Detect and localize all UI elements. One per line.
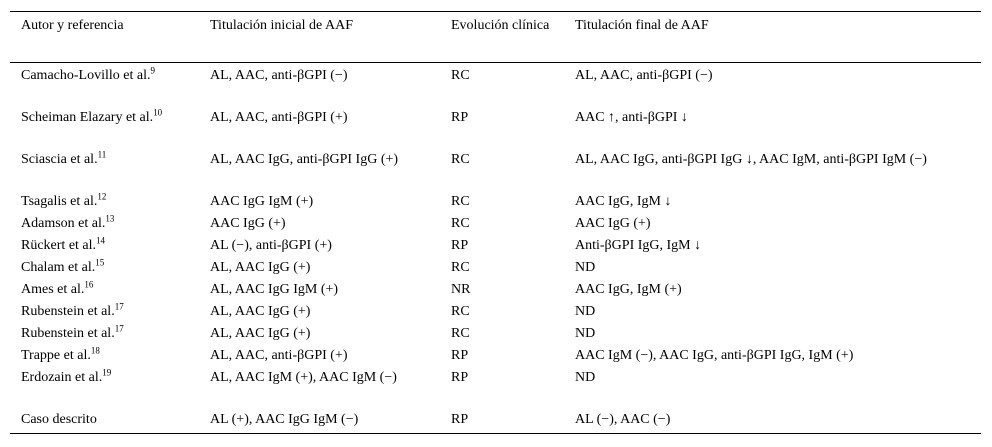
author-cell: Tsagalis et al.$^{12}$ [21,191,107,209]
author-cell: Chalam et al.$^{15}$ [21,257,105,275]
reference-number: 10 [153,107,163,118]
table-bottom-rule [10,433,981,434]
header-clinical-evolution: Evolución clínica [451,18,550,33]
reference-number: 13 [105,213,115,224]
reference-number: 16 [84,279,94,290]
final-titration-cell: ND [575,304,596,319]
final-titration-cell: AAC IgM (−), AAC IgG, anti-βGPI IgG, IgM (+) [575,348,854,363]
initial-titration-cell: AL, AAC IgM (+), AAC IgM (−) [210,370,397,385]
evolution-cell: RP [451,238,469,253]
evolution-cell: RP [451,370,469,385]
final-titration-cell: AL (−), AAC (−) [575,412,671,427]
final-titration-cell: AAC IgG, IgM ↓ [575,194,672,209]
reference-number: 15 [95,257,105,268]
author-cell: Trappe et al.$^{18}$ [21,345,100,363]
initial-titration-cell: AL, AAC IgG (+) [210,260,311,275]
initial-titration-cell: AL (−), anti-βGPI (+) [210,238,332,253]
evolution-cell: RC [451,194,470,209]
final-titration-cell: ND [575,326,596,341]
evolution-cell: RC [451,260,470,275]
header-author: Autor y referencia [21,18,124,33]
reference-number: 17 [114,323,124,334]
initial-titration-cell: AL, AAC IgG, anti-βGPI IgG (+) [210,152,399,167]
author-cell: Adamson et al.$^{13}$ [21,213,115,231]
evolution-cell: RC [451,326,470,341]
evolution-cell: RP [451,110,469,125]
reference-number: 11 [97,149,107,160]
reference-number: 18 [90,345,100,356]
initial-titration-cell: AL, AAC IgG (+) [210,326,311,341]
initial-titration-cell: AL, AAC IgG (+) [210,304,311,319]
final-titration-cell: ND [575,260,596,275]
initial-titration-cell: AL, AAC IgG IgM (+) [210,282,339,297]
evolution-cell: NR [451,282,471,297]
initial-titration-cell: AL, AAC, anti-βGPI (−) [210,68,348,83]
table-top-rule [10,11,981,12]
header-initial-titration: Titulación inicial de AAF [210,18,353,33]
initial-titration-cell: AL (+), AAC IgG IgM (−) [210,412,359,427]
header-rule [10,62,981,63]
evolution-cell: RP [451,348,469,363]
reference-number: 14 [96,235,106,246]
author-cell: Scheiman Elazary et al.$^{10}$ [21,107,163,125]
header-final-titration: Titulación final de AAF [575,18,709,33]
initial-titration-cell: AL, AAC, anti-βGPI (+) [210,348,348,363]
evolution-cell: RC [451,304,470,319]
final-titration-cell: AAC ↑, anti-βGPI ↓ [575,110,688,125]
evolution-cell: RC [451,68,470,83]
final-titration-cell: ND [575,370,596,385]
author-cell: Camacho-Lovillo et al.$^9$ [21,65,155,83]
reference-number: 9 [150,65,155,76]
initial-titration-cell: AL, AAC, anti-βGPI (+) [210,110,348,125]
author-cell: Erdozain et al.$^{19}$ [21,367,112,385]
author-cell: Sciascia et al.$^{11}$ [21,149,107,167]
initial-titration-cell: AAC IgG (+) [210,216,286,231]
author-cell: Rückert et al.$^{14}$ [21,235,106,253]
evolution-cell: RP [451,412,469,427]
evolution-cell: RC [451,152,470,167]
reference-number: 17 [114,301,124,312]
author-cell: Rubenstein et al.$^{17}$ [21,323,124,341]
final-titration-cell: AAC IgG, IgM (+) [575,282,682,297]
initial-titration-cell: AAC IgG IgM (+) [210,194,314,209]
evolution-cell: RC [451,216,470,231]
author-cell: Caso descrito [21,412,97,427]
author-cell: Rubenstein et al.$^{17}$ [21,301,124,319]
reference-number: 19 [102,367,112,378]
final-titration-cell: AAC IgG (+) [575,216,651,231]
reference-number: 12 [97,191,107,202]
final-titration-cell: AL, AAC, anti-βGPI (−) [575,68,713,83]
final-titration-cell: Anti-βGPI IgG, IgM ↓ [575,238,702,253]
author-cell: Ames et al.$^{16}$ [21,279,94,297]
final-titration-cell: AL, AAC IgG, anti-βGPI IgG ↓, AAC IgM, anti-βGPI IgM (−) [575,152,927,167]
